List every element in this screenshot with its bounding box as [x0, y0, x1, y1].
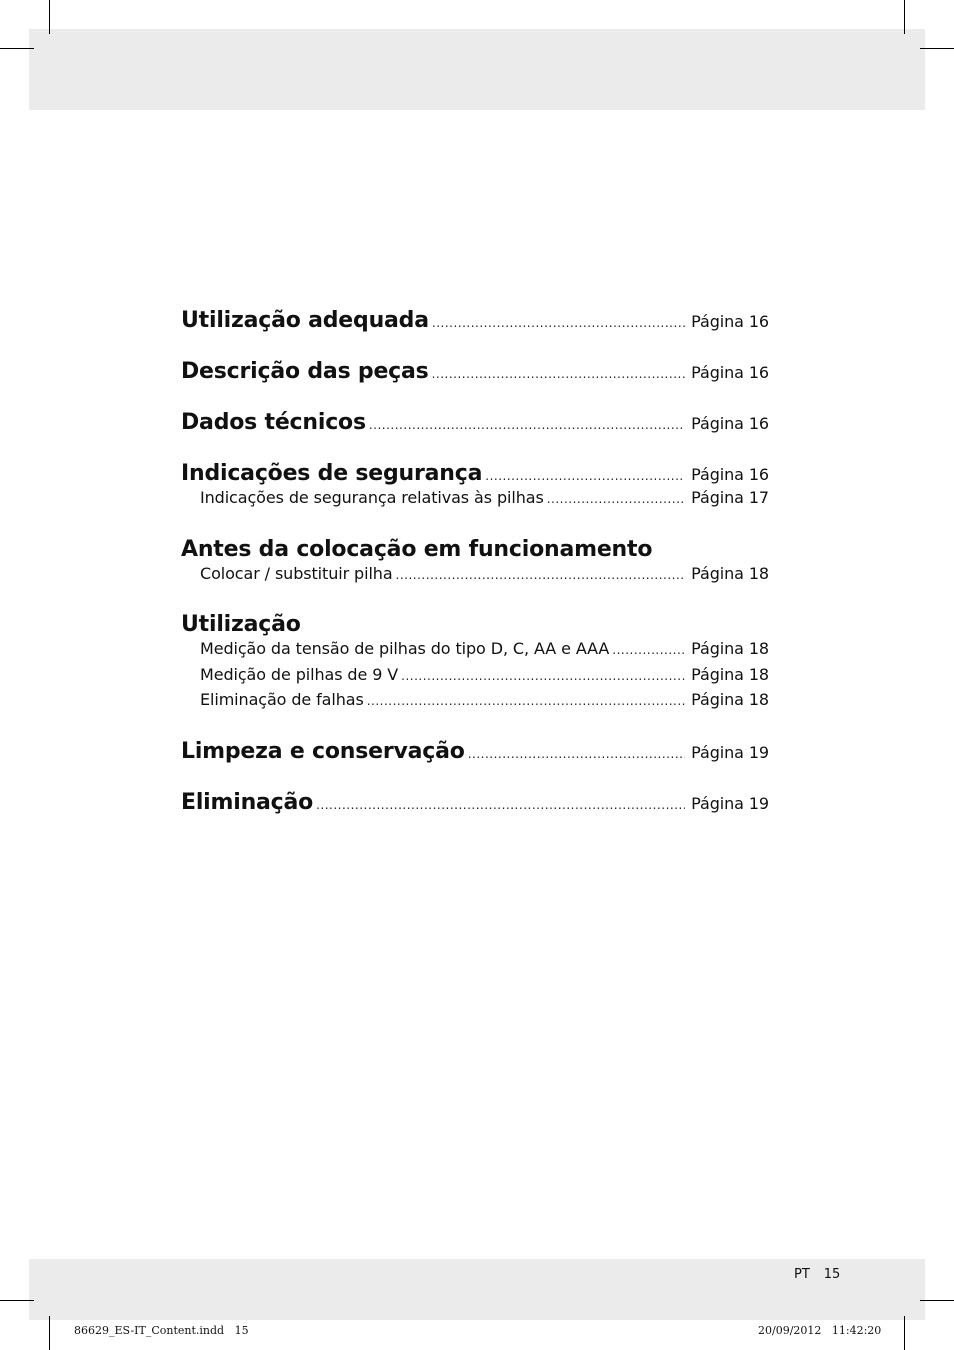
- toc-subentry[interactable]: [181, 639, 769, 665]
- toc-entry-title: Utilização adequada: [181, 308, 429, 333]
- toc-entry-title: Utilização: [181, 612, 301, 637]
- toc-subentry-title: Medição de pilhas de 9 V: [200, 664, 399, 684]
- toc-section-heading[interactable]: [181, 612, 769, 639]
- toc-entry-title: Dados técnicos: [181, 410, 366, 435]
- dot-leader: [612, 643, 685, 657]
- toc-entry[interactable]: [181, 308, 769, 335]
- header-band: [29, 29, 925, 110]
- page-number: 15: [823, 1267, 841, 1282]
- crop-mark: [49, 0, 50, 34]
- toc-section-heading[interactable]: [181, 537, 769, 564]
- slug-filename: 86629_ES-IT_Content.indd 15: [74, 1324, 249, 1337]
- dot-leader: [316, 798, 685, 812]
- toc-subentry-page: Página 18: [691, 664, 769, 684]
- toc-entry-title: Eliminação: [181, 789, 314, 815]
- page-footer: [794, 1267, 840, 1282]
- dot-leader: [547, 492, 685, 506]
- toc-entry[interactable]: [181, 461, 769, 488]
- toc-subentry[interactable]: [181, 690, 769, 716]
- toc-entry[interactable]: [181, 790, 769, 817]
- toc-subentry-page: Página 18: [691, 563, 769, 583]
- toc-subentry-page: Página 18: [691, 690, 769, 709]
- toc-entry[interactable]: [181, 739, 769, 766]
- slug-datetime: 20/09/2012 11:42:20: [758, 1324, 882, 1337]
- crop-mark: [49, 1316, 50, 1350]
- crop-mark: [0, 1300, 34, 1301]
- toc-subentry-page: Página 18: [691, 639, 769, 658]
- toc-entry-title: Limpeza e conservação: [181, 738, 465, 764]
- toc-subentry-page: Página 17: [691, 488, 769, 507]
- toc-entry-page: Página 19: [691, 793, 769, 813]
- toc-entry-page: Página 19: [691, 742, 769, 762]
- toc-entry-title: Descrição das peças: [181, 359, 429, 384]
- dot-leader: [369, 418, 685, 432]
- table-of-contents: [181, 308, 769, 817]
- toc-entry-page: Página 16: [691, 414, 769, 433]
- toc-entry-title: Indicações de segurança: [181, 461, 483, 486]
- crop-mark: [920, 1300, 954, 1301]
- toc-subentry[interactable]: [181, 564, 769, 590]
- dot-leader: [468, 747, 685, 761]
- toc-subentry[interactable]: [181, 665, 769, 691]
- crop-mark: [0, 48, 34, 49]
- toc-entry-page: Página 16: [691, 363, 769, 382]
- dot-leader: [432, 316, 685, 330]
- dot-leader: [396, 568, 686, 582]
- toc-entry-title: Antes da colocação em funcionamento: [181, 536, 653, 562]
- dot-leader: [432, 367, 686, 381]
- language-code: PT: [794, 1267, 810, 1282]
- dot-leader: [367, 694, 685, 708]
- toc-subentry-title: Indicações de segurança relativas às pilhas: [200, 488, 544, 507]
- toc-entry-page: Página 16: [691, 465, 769, 484]
- crop-mark: [904, 0, 905, 34]
- crop-mark: [920, 48, 954, 49]
- toc-subentry-title: Eliminação de falhas: [200, 690, 364, 709]
- toc-subentry-title: Colocar / substituir pilha: [200, 563, 393, 583]
- dot-leader: [401, 669, 685, 683]
- toc-entry[interactable]: [181, 410, 769, 437]
- crop-mark: [904, 1316, 905, 1350]
- toc-subentry[interactable]: [181, 488, 769, 514]
- footer-band: [29, 1259, 925, 1320]
- toc-subentry-title: Medição da tensão de pilhas do tipo D, C, AA e AAA: [200, 639, 610, 658]
- dot-leader: [485, 469, 685, 483]
- toc-entry[interactable]: [181, 359, 769, 386]
- toc-entry-page: Página 16: [691, 312, 769, 331]
